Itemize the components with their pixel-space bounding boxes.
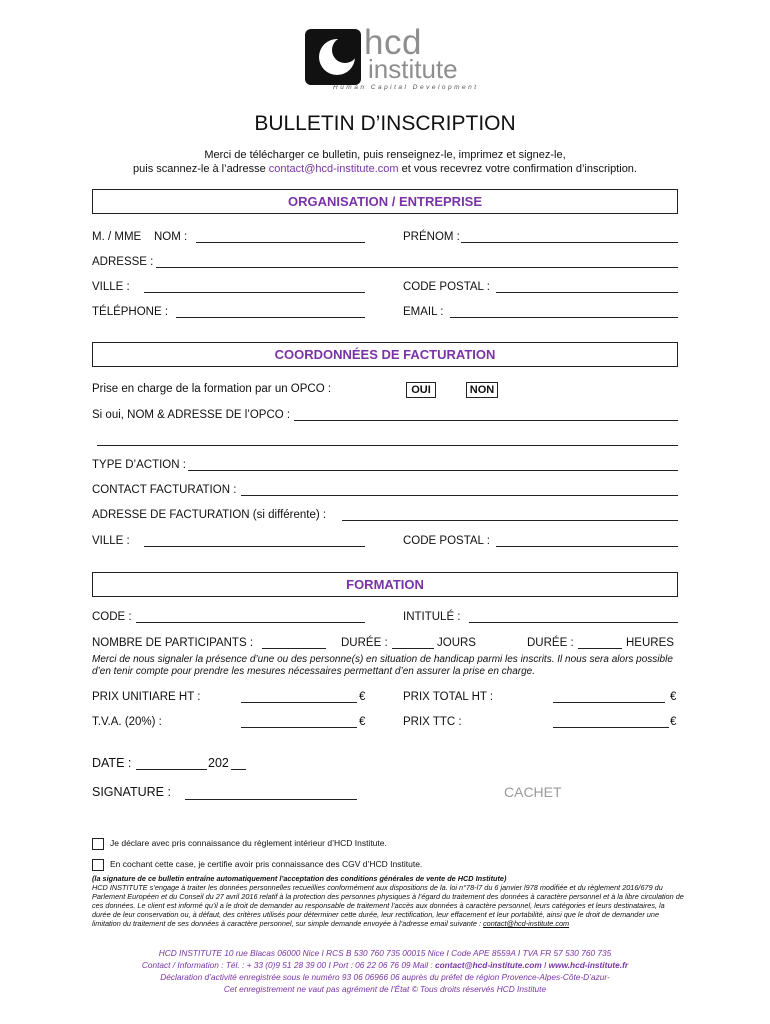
legal-head: (la signature de ce bulletin entraîne automatiquement l’acceptation des conditions générales de vente de HCD Institute)	[92, 874, 507, 883]
contact-facturation-blank[interactable]	[241, 484, 678, 496]
section-organisation	[92, 189, 678, 214]
footer-line-2: Contact / Information : Tél. : + 33 (0)9 51 28 39 00 I Port : 06 22 06 76 09 Mail : contact@hcd-institute.com I www.hcd-institute.fr	[141, 960, 629, 970]
fact-cp-blank[interactable]	[496, 535, 678, 547]
checkbox-cgv[interactable]	[92, 859, 104, 871]
page-title: BULLETIN D’INSCRIPTION	[254, 112, 516, 135]
duree-jours-blank[interactable]	[392, 637, 434, 649]
intro-line-1: Merci de télécharger ce bulletin, puis renseignez-le, imprimez et signez-le,	[204, 149, 566, 161]
prix-unit-euro: €	[359, 691, 366, 703]
duree-heures-blank[interactable]	[578, 637, 622, 649]
prix-unit-blank[interactable]	[241, 691, 357, 703]
participants-label: NOMBRE DE PARTICIPANTS :	[92, 637, 254, 649]
ville-blank[interactable]	[144, 281, 365, 293]
signature-blank[interactable]	[185, 788, 357, 800]
civility-label: M. / MME	[92, 231, 142, 243]
nom-label: NOM :	[154, 231, 188, 243]
tva-blank[interactable]	[241, 716, 357, 728]
ville-label: VILLE :	[92, 281, 130, 293]
prix-total-blank[interactable]	[553, 691, 665, 703]
section-formation	[92, 572, 678, 597]
fact-ville-label: VILLE :	[92, 535, 130, 547]
checkbox-reglement-label: Je déclare avec pris connaissance du règlement intérieur d’HCD Institute.	[110, 838, 387, 848]
intitule-label: INTITULÉ :	[403, 611, 461, 623]
prix-total-label: PRIX TOTAL HT :	[403, 691, 494, 703]
logo-sub: institute	[368, 54, 458, 84]
fact-cp-label: CODE POSTAL :	[403, 535, 490, 547]
duree-jours-label: DURÉE :	[341, 637, 388, 649]
handicap-note: Merci de nous signaler la présence d’une ou des personne(s) en situation de handicap parmi les inscrits. Il nous sera alors possible d’en tenir compte pour prendre les mesures nécessaires permettant d’en assurer la prise en charge.	[92, 654, 673, 677]
jours-unit: JOURS	[437, 637, 476, 649]
intro-email-link[interactable]: contact@hcd-institute.com	[268, 163, 399, 175]
legal-text	[92, 874, 684, 928]
footer-line-3: Déclaration d’activité enregistrée sous le numéro 93 06 06966 06 auprès du préfet de région Provence-Alpes-Côte-D’azur-	[160, 972, 610, 982]
adresse-facturation-blank[interactable]	[342, 509, 678, 521]
footer-web-link[interactable]: www.hcd-institute.fr	[548, 960, 629, 970]
intitule-blank[interactable]	[469, 611, 678, 623]
type-action-label: TYPE D’ACTION :	[92, 459, 186, 471]
footer-line-1: HCD INSTITUTE 10 rue Blacas 06000 Nice I RCS B 530 760 735 00015 Nice I Code APE 8559A I TVA FR 57 530 760 735	[158, 948, 612, 958]
ttc-euro: €	[670, 716, 677, 728]
prenom-label: PRÉNOM :	[403, 231, 460, 243]
legal-body: HCD INSTITUTE s’engage à traiter les données personnelles recueillies conformément aux dispositions de la. loi n°78-l7 du 6 janvier l978 modifiée et du règlement 2016/679 du Parlement Européen et du Conseil du 27 avril 2016 relatif à la protection des personnes physiques à l’égard du traitement des données à caractère personnel et à la libre circulation de ces données. Le client est informé qu’il a le droit de demander au responsable de traitement l’accès aux données à caractère personnel, leurs catégories et leurs destinataires, la durée de leur conservation ou, à défaut, des critères utilisés pour déterminer cette durée, leur rectification, leur effacement et leur portabilité, ainsi que le droit de demander une limitation du traitement de ses données à caractère personnel, sur simple demande envoyée à l’adresse email suivante :	[92, 883, 684, 928]
ttc-label: PRIX TTC :	[403, 716, 462, 728]
cp-blank[interactable]	[496, 281, 678, 293]
footer-line-4: Cet enregistrement ne vaut pas agrément de l’État © Tous droits réservés HCD Institute	[223, 984, 547, 994]
opco-name-label: Si oui, NOM & ADRESSE DE l’OPCO :	[92, 409, 291, 421]
section-formation-title: FORMATION	[346, 577, 424, 592]
legal-email-link[interactable]: contact@hcd-institute.com	[483, 919, 570, 928]
heures-unit: HEURES	[626, 637, 674, 649]
date-label: DATE :	[92, 756, 132, 770]
logo-tagline: Human Capital Development	[333, 84, 479, 91]
prix-total-euro: €	[670, 691, 677, 703]
prix-unit-label: PRIX UNITIARE HT :	[92, 691, 201, 703]
footer-email-link[interactable]: contact@hcd-institute.com	[434, 960, 542, 970]
opco-question: Prise en charge de la formation par un OPCO :	[92, 383, 332, 395]
cachet-label: CACHET	[504, 784, 562, 800]
opco-name-blank[interactable]	[294, 409, 678, 421]
participants-blank[interactable]	[262, 637, 326, 649]
tva-euro: €	[359, 716, 366, 728]
oui-button[interactable]: OUI	[406, 382, 436, 398]
nom-blank[interactable]	[196, 231, 365, 243]
date-year-blank[interactable]	[231, 758, 246, 770]
section-organisation-title: ORGANISATION / ENTREPRISE	[287, 194, 483, 209]
logo-name: hcd	[364, 23, 422, 62]
cp-label: CODE POSTAL :	[403, 281, 490, 293]
date-year-prefix: 202	[208, 756, 229, 770]
code-blank[interactable]	[136, 611, 365, 623]
email-label: EMAIL :	[403, 306, 444, 318]
hcd-logo-mark-icon	[305, 29, 361, 85]
email-blank[interactable]	[450, 306, 678, 318]
checkbox-cgv-label: En cochant cette case, je certifie avoir pris connaissance des CGV d’HCD Institute.	[110, 859, 423, 869]
tva-label: T.V.A. (20%) :	[92, 716, 162, 728]
fact-ville-blank[interactable]	[144, 535, 365, 547]
tel-label: TÉLÉPHONE :	[92, 306, 169, 318]
section-facturation-title: COORDONNÉES DE FACTURATION	[274, 347, 496, 362]
contact-facturation-label: CONTACT FACTURATION :	[92, 484, 237, 496]
adresse-label: ADRESSE :	[92, 256, 154, 268]
section-facturation	[92, 342, 678, 367]
ttc-blank[interactable]	[553, 716, 669, 728]
date-blank[interactable]	[136, 758, 207, 770]
prenom-blank[interactable]	[461, 231, 678, 243]
type-action-blank[interactable]	[188, 459, 678, 471]
adresse-facturation-label: ADRESSE DE FACTURATION (si différente) :	[92, 509, 327, 521]
adresse-blank[interactable]	[156, 256, 678, 268]
checkbox-reglement[interactable]	[92, 838, 104, 850]
code-label: CODE :	[92, 611, 132, 623]
signature-label: SIGNATURE :	[92, 785, 171, 799]
non-button[interactable]: NON	[466, 382, 498, 398]
intro-line-2: puis scannez-le à l’adresse contact@hcd-institute.com et vous recevrez votre confirmation d’inscription.	[133, 163, 637, 175]
tel-blank[interactable]	[176, 306, 365, 318]
opco-address-blank[interactable]	[97, 434, 678, 446]
duree-heures-label: DURÉE :	[527, 637, 574, 649]
